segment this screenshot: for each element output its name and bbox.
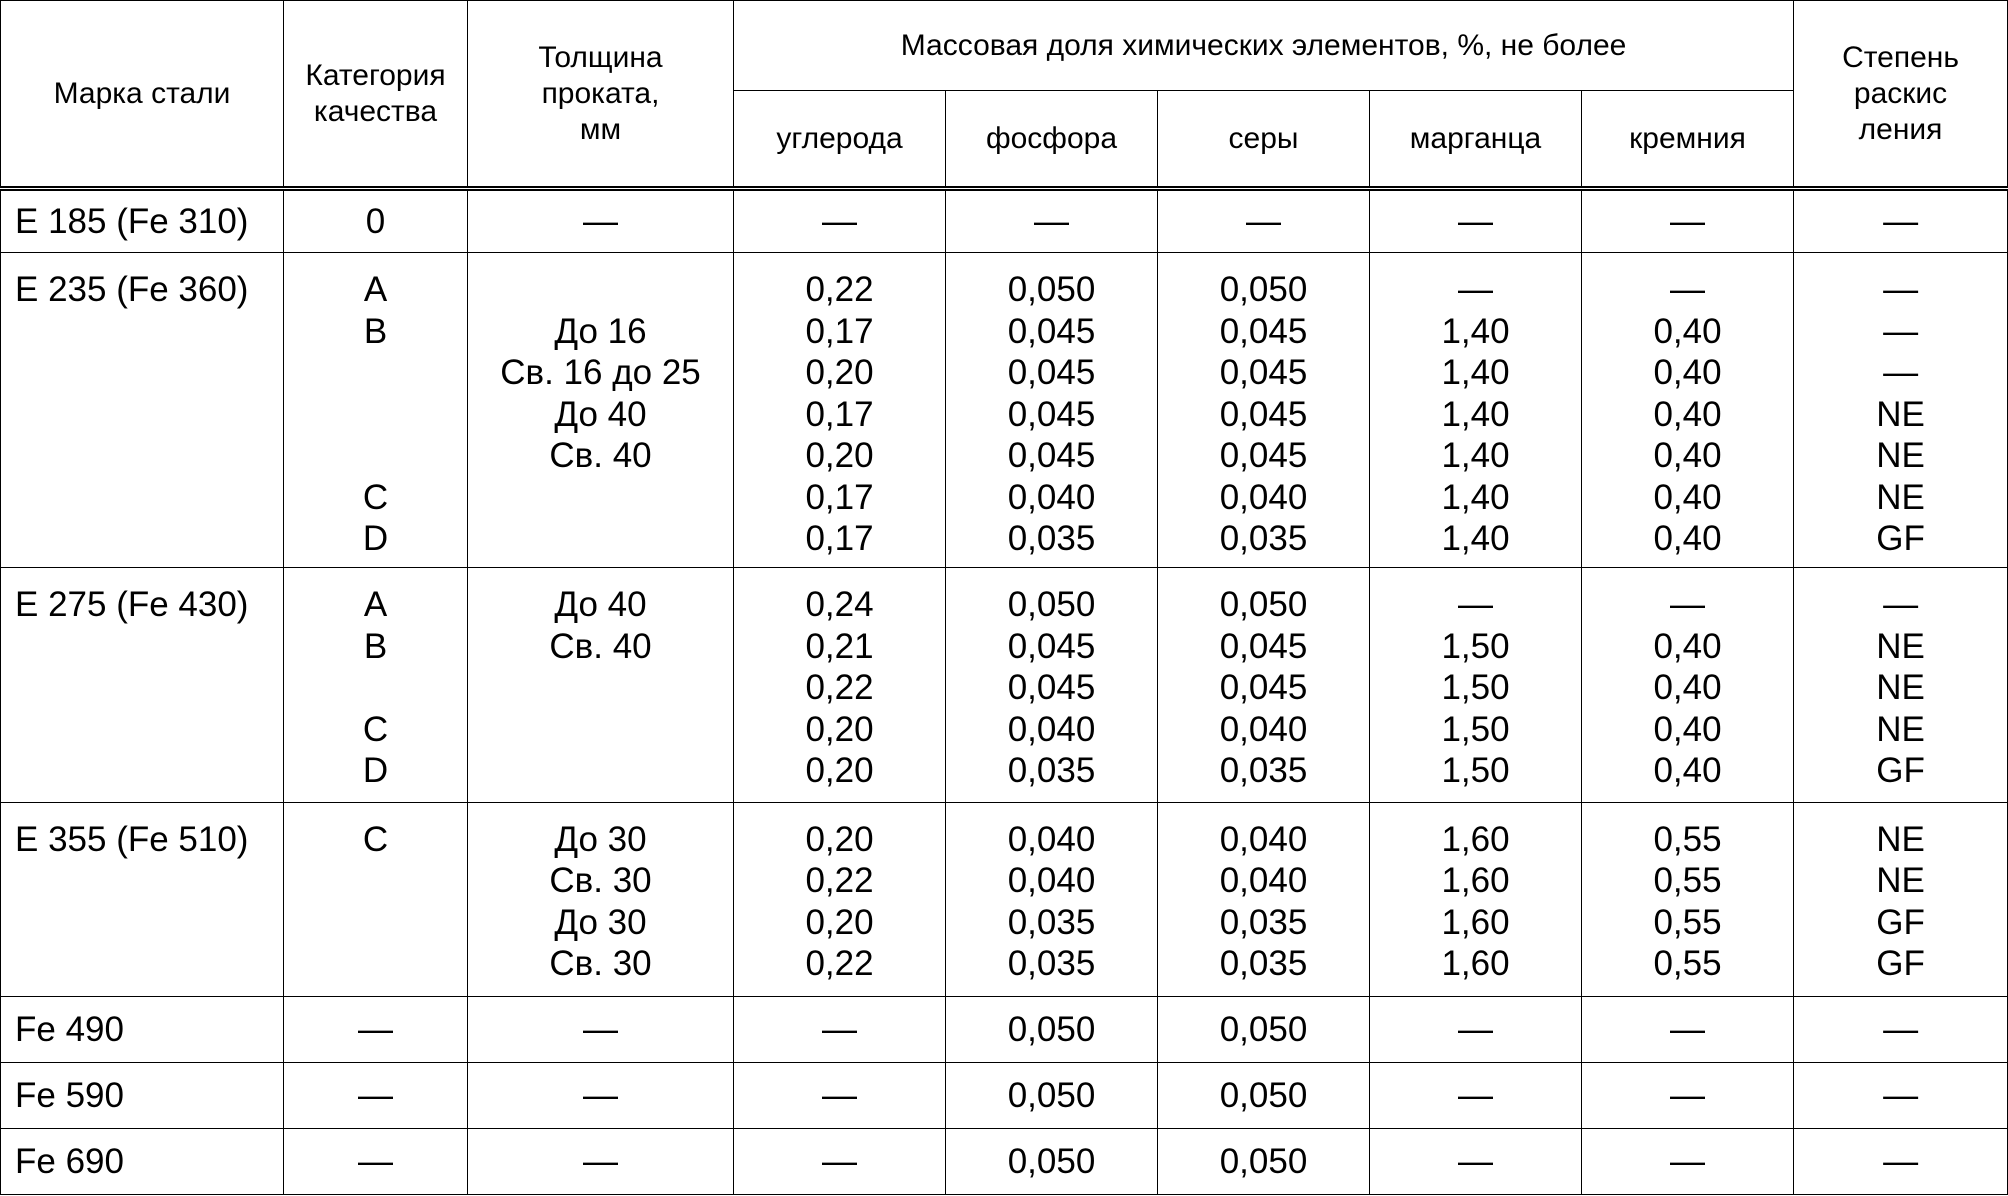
carbon-value: 0,20: [805, 709, 874, 749]
sulfur-value: 0,050: [1219, 1141, 1308, 1181]
silicon-value: 0,40: [1653, 311, 1722, 351]
phosphorus-value: 0,050: [1007, 1141, 1096, 1181]
cell-carbon: [734, 802, 946, 996]
deoxidation-value: NE: [1876, 819, 1925, 859]
table-row: [1, 1128, 2008, 1194]
deoxidation-value: —: [1883, 1009, 1919, 1049]
header-thickness: [468, 1, 734, 189]
deoxidation-value: GF: [1876, 944, 1925, 984]
sulfur-value: 0,040: [1219, 861, 1308, 901]
deoxidation-value: —: [1883, 201, 1919, 241]
silicon-value: —: [1670, 201, 1706, 241]
deoxidation-value: NE: [1876, 709, 1925, 749]
thickness-value: [468, 477, 733, 519]
thickness-value: —: [583, 1141, 618, 1181]
cell-sulfur: [1158, 1128, 1370, 1194]
carbon-value: 0,20: [805, 751, 874, 791]
carbon-value: 0,22: [805, 944, 874, 984]
silicon-value: 0,40: [1653, 436, 1722, 476]
phosphorus-value: 0,040: [1007, 709, 1096, 749]
cell-manganese: [1370, 996, 1582, 1062]
phosphorus-value: 0,050: [1007, 1075, 1096, 1115]
cell-phosphorus: [946, 996, 1158, 1062]
cell-carbon: [734, 1062, 946, 1128]
manganese-value: 1,40: [1441, 394, 1510, 434]
thickness-value: [468, 667, 733, 709]
quality-category-value: —: [358, 1075, 393, 1115]
manganese-value: —: [1458, 1141, 1493, 1181]
sulfur-value: 0,050: [1219, 585, 1308, 625]
cell-silicon: [1582, 1062, 1794, 1128]
phosphorus-value: 0,035: [1007, 519, 1096, 559]
cell-silicon: [1582, 568, 1794, 802]
cell-deoxidation: [1794, 1062, 2008, 1128]
header-steel-grade: [1, 1, 284, 189]
cell-manganese: [1370, 1128, 1582, 1194]
header-quality-category-line: Категория: [305, 58, 446, 92]
deoxidation-value: GF: [1876, 751, 1925, 791]
cell-thickness: [468, 802, 734, 996]
thickness-value: —: [583, 1075, 618, 1115]
cell-sulfur: [1158, 996, 1370, 1062]
header-deoxidation: [1794, 1, 2008, 189]
quality-category-value: —: [358, 1009, 393, 1049]
manganese-value: 1,50: [1441, 751, 1510, 791]
cell-manganese: [1370, 568, 1582, 802]
quality-category-value: B: [363, 311, 388, 351]
cell-manganese: [1370, 1062, 1582, 1128]
header-silicon: кремния: [1582, 91, 1794, 189]
silicon-value: 0,40: [1653, 751, 1722, 791]
manganese-value: 1,40: [1441, 353, 1510, 393]
quality-category-value: D: [362, 519, 389, 559]
sulfur-value: —: [1246, 201, 1281, 241]
phosphorus-value: 0,040: [1007, 861, 1096, 901]
deoxidation-value: —: [1883, 1141, 1919, 1181]
sulfur-value: 0,050: [1219, 1075, 1308, 1115]
quality-category-value: [284, 860, 467, 902]
cell-quality-category: [284, 189, 468, 253]
sulfur-value: 0,050: [1219, 1009, 1308, 1049]
header-steel-grade-label: Марка стали: [53, 76, 231, 110]
silicon-value: —: [1670, 1075, 1706, 1115]
table-header: [1, 1, 2008, 189]
cell-manganese: [1370, 253, 1582, 568]
silicon-value: 0,55: [1653, 819, 1722, 859]
manganese-value: 1,40: [1441, 477, 1510, 517]
cell-steel-grade: [1, 1062, 284, 1128]
phosphorus-value: 0,045: [1007, 311, 1096, 351]
deoxidation-value: —: [1883, 1075, 1919, 1115]
silicon-value: 0,40: [1653, 353, 1722, 393]
phosphorus-value: 0,035: [1007, 902, 1096, 942]
manganese-value: —: [1458, 1075, 1493, 1115]
table-row: [1, 253, 2008, 568]
thickness-value: Св. 16 до 25: [500, 353, 701, 393]
cell-carbon: [734, 568, 946, 802]
manganese-value: 1,60: [1441, 861, 1510, 901]
thickness-value: Св. 30: [549, 861, 652, 901]
cell-deoxidation: [1794, 189, 2008, 253]
quality-category-value: 0: [365, 201, 386, 241]
cell-steel-grade: [1, 189, 284, 253]
deoxidation-value: —: [1883, 270, 1919, 310]
carbon-value: —: [822, 1075, 857, 1115]
manganese-value: 1,60: [1441, 902, 1510, 942]
thickness-value: Св. 40: [549, 436, 652, 476]
cell-thickness: [468, 568, 734, 802]
carbon-value: 0,20: [805, 436, 874, 476]
thickness-value: [468, 709, 733, 751]
cell-deoxidation: [1794, 568, 2008, 802]
carbon-value: 0,22: [805, 270, 874, 310]
sulfur-value: 0,040: [1219, 709, 1308, 749]
cell-carbon: [734, 189, 946, 253]
manganese-value: —: [1458, 585, 1493, 625]
cell-silicon: [1582, 253, 1794, 568]
sulfur-value: 0,045: [1219, 311, 1308, 351]
phosphorus-value: 0,045: [1007, 436, 1096, 476]
cell-sulfur: [1158, 253, 1370, 568]
cell-thickness: [468, 1062, 734, 1128]
phosphorus-value: 0,040: [1007, 477, 1096, 517]
carbon-value: 0,24: [805, 585, 874, 625]
cell-deoxidation: [1794, 996, 2008, 1062]
steel-grade-text: E 185 (Fe 310): [15, 201, 249, 241]
cell-silicon: [1582, 1128, 1794, 1194]
manganese-value: —: [1458, 1009, 1493, 1049]
table-body: [1, 189, 2008, 1195]
phosphorus-value: 0,045: [1007, 626, 1096, 666]
header-thickness-line: проката,: [541, 76, 660, 110]
quality-category-value: [284, 667, 467, 709]
phosphorus-value: 0,050: [1007, 270, 1096, 310]
cell-steel-grade: [1, 568, 284, 802]
header-carbon: углерода: [734, 91, 946, 189]
silicon-value: 0,40: [1653, 394, 1722, 434]
quality-category-value: D: [362, 751, 389, 791]
silicon-value: 0,55: [1653, 944, 1722, 984]
silicon-value: 0,40: [1653, 519, 1722, 559]
quality-category-value: [284, 902, 467, 944]
table-row: [1, 802, 2008, 996]
thickness-value: [468, 518, 733, 560]
steel-grade-text: Fe 590: [15, 1075, 124, 1115]
phosphorus-value: —: [1034, 201, 1069, 241]
thickness-value: До 40: [554, 585, 647, 625]
manganese-value: —: [1458, 270, 1493, 310]
sulfur-value: 0,045: [1219, 436, 1308, 476]
sulfur-value: 0,045: [1219, 394, 1308, 434]
cell-sulfur: [1158, 189, 1370, 253]
sulfur-value: 0,035: [1219, 519, 1308, 559]
manganese-value: 1,60: [1441, 819, 1510, 859]
quality-category-value: [284, 943, 467, 985]
manganese-value: 1,40: [1441, 436, 1510, 476]
deoxidation-value: NE: [1876, 668, 1925, 708]
quality-category-value: [284, 352, 467, 394]
silicon-value: 0,40: [1653, 626, 1722, 666]
header-thickness-line: мм: [579, 112, 622, 146]
carbon-value: 0,20: [805, 902, 874, 942]
cell-deoxidation: [1794, 253, 2008, 568]
cell-manganese: [1370, 189, 1582, 253]
cell-thickness: [468, 1128, 734, 1194]
thickness-value: [468, 750, 733, 792]
deoxidation-value: GF: [1876, 902, 1925, 942]
carbon-value: 0,22: [805, 668, 874, 708]
manganese-value: 1,50: [1441, 709, 1510, 749]
cell-thickness: [468, 253, 734, 568]
phosphorus-value: 0,035: [1007, 944, 1096, 984]
cell-sulfur: [1158, 802, 1370, 996]
silicon-value: —: [1670, 585, 1706, 625]
carbon-value: 0,17: [805, 311, 874, 351]
table-row: [1, 568, 2008, 802]
carbon-value: 0,20: [805, 353, 874, 393]
thickness-value: До 16: [554, 311, 647, 351]
silicon-value: 0,55: [1653, 861, 1722, 901]
header-mass-fraction-label: Массовая доля химических элементов, %, не более: [900, 28, 1627, 62]
cell-carbon: [734, 253, 946, 568]
cell-quality-category: [284, 996, 468, 1062]
cell-silicon: [1582, 189, 1794, 253]
header-thickness-line: Толщина: [538, 40, 663, 74]
cell-thickness: [468, 189, 734, 253]
manganese-value: 1,40: [1441, 311, 1510, 351]
sulfur-value: 0,045: [1219, 353, 1308, 393]
thickness-value: Св. 30: [549, 944, 652, 984]
thickness-value: До 40: [554, 394, 647, 434]
header-quality-category-line: качества: [313, 94, 438, 128]
thickness-value: —: [583, 1009, 618, 1049]
sulfur-value: 0,045: [1219, 626, 1308, 666]
silicon-value: 0,40: [1653, 709, 1722, 749]
silicon-value: —: [1670, 1141, 1706, 1181]
phosphorus-value: 0,050: [1007, 1009, 1096, 1049]
cell-steel-grade: [1, 1128, 284, 1194]
sulfur-value: 0,040: [1219, 819, 1308, 859]
thickness-value: До 30: [554, 819, 647, 859]
cell-phosphorus: [946, 1128, 1158, 1194]
phosphorus-value: 0,045: [1007, 353, 1096, 393]
table-row: [1, 189, 2008, 253]
silicon-value: 0,40: [1653, 668, 1722, 708]
cell-phosphorus: [946, 189, 1158, 253]
silicon-value: —: [1670, 270, 1706, 310]
manganese-value: 1,50: [1441, 626, 1510, 666]
sulfur-value: 0,050: [1219, 270, 1308, 310]
quality-category-value: B: [363, 626, 388, 666]
quality-category-value: [284, 435, 467, 477]
table-row: [1, 1062, 2008, 1128]
quality-category-value: C: [362, 477, 389, 517]
manganese-value: 1,40: [1441, 519, 1510, 559]
deoxidation-value: NE: [1876, 477, 1925, 517]
silicon-value: —: [1670, 1009, 1706, 1049]
cell-phosphorus: [946, 802, 1158, 996]
manganese-value: —: [1458, 201, 1493, 241]
quality-category-value: C: [362, 819, 389, 859]
deoxidation-value: —: [1883, 353, 1919, 393]
phosphorus-value: 0,035: [1007, 751, 1096, 791]
cell-sulfur: [1158, 568, 1370, 802]
cell-sulfur: [1158, 1062, 1370, 1128]
cell-quality-category: [284, 253, 468, 568]
cell-quality-category: [284, 1062, 468, 1128]
carbon-value: 0,20: [805, 819, 874, 859]
header-deoxidation-line: раскис: [1853, 76, 1948, 110]
thickness-value: [468, 269, 733, 311]
cell-quality-category: [284, 802, 468, 996]
steel-grade-text: E 275 (Fe 430): [15, 585, 249, 625]
steel-grade-text: E 235 (Fe 360): [15, 270, 249, 310]
deoxidation-value: NE: [1876, 861, 1925, 901]
carbon-value: —: [822, 201, 857, 241]
header-sulfur: серы: [1158, 91, 1370, 189]
quality-category-value: C: [362, 709, 389, 749]
header-quality-category: [284, 1, 468, 189]
deoxidation-value: NE: [1876, 394, 1925, 434]
manganese-value: 1,50: [1441, 668, 1510, 708]
manganese-value: 1,60: [1441, 944, 1510, 984]
carbon-value: 0,21: [805, 626, 874, 666]
cell-quality-category: [284, 1128, 468, 1194]
phosphorus-value: 0,045: [1007, 394, 1096, 434]
deoxidation-value: NE: [1876, 626, 1925, 666]
silicon-value: 0,55: [1653, 902, 1722, 942]
sulfur-value: 0,045: [1219, 668, 1308, 708]
phosphorus-value: 0,040: [1007, 819, 1096, 859]
steel-grade-text: Fe 490: [15, 1009, 124, 1049]
quality-category-value: —: [358, 1141, 393, 1181]
steel-grade-text: Fe 690: [15, 1141, 124, 1181]
cell-silicon: [1582, 802, 1794, 996]
cell-carbon: [734, 996, 946, 1062]
deoxidation-value: —: [1883, 585, 1919, 625]
silicon-value: 0,40: [1653, 477, 1722, 517]
deoxidation-value: —: [1883, 311, 1919, 351]
sulfur-value: 0,040: [1219, 477, 1308, 517]
carbon-value: 0,22: [805, 861, 874, 901]
carbon-value: 0,17: [805, 477, 874, 517]
header-deoxidation-line: ления: [1858, 112, 1943, 146]
phosphorus-value: 0,050: [1007, 585, 1096, 625]
cell-thickness: [468, 996, 734, 1062]
quality-category-value: [284, 394, 467, 436]
header-manganese: марганца: [1370, 91, 1582, 189]
quality-category-value: A: [363, 270, 388, 310]
cell-quality-category: [284, 568, 468, 802]
header-deoxidation-line: Степень: [1842, 40, 1959, 74]
quality-category-value: A: [363, 585, 388, 625]
cell-deoxidation: [1794, 802, 2008, 996]
sulfur-value: 0,035: [1219, 902, 1308, 942]
thickness-value: До 30: [554, 902, 647, 942]
thickness-value: —: [583, 201, 618, 241]
cell-deoxidation: [1794, 1128, 2008, 1194]
header-mass-fraction: [734, 1, 1794, 91]
header-phosphorus: фосфора: [946, 91, 1158, 189]
deoxidation-value: GF: [1876, 519, 1925, 559]
deoxidation-value: NE: [1876, 436, 1925, 476]
carbon-value: —: [822, 1009, 857, 1049]
sulfur-value: 0,035: [1219, 944, 1308, 984]
carbon-value: 0,17: [805, 394, 874, 434]
cell-phosphorus: [946, 1062, 1158, 1128]
cell-steel-grade: [1, 802, 284, 996]
cell-manganese: [1370, 802, 1582, 996]
cell-phosphorus: [946, 568, 1158, 802]
cell-carbon: [734, 1128, 946, 1194]
phosphorus-value: 0,045: [1007, 668, 1096, 708]
cell-steel-grade: [1, 996, 284, 1062]
table-row: [1, 996, 2008, 1062]
steel-grade-text: E 355 (Fe 510): [15, 819, 249, 859]
cell-steel-grade: [1, 253, 284, 568]
thickness-value: Св. 40: [549, 626, 652, 666]
cell-phosphorus: [946, 253, 1158, 568]
cell-silicon: [1582, 996, 1794, 1062]
sulfur-value: 0,035: [1219, 751, 1308, 791]
carbon-value: 0,17: [805, 519, 874, 559]
carbon-value: —: [822, 1141, 857, 1181]
